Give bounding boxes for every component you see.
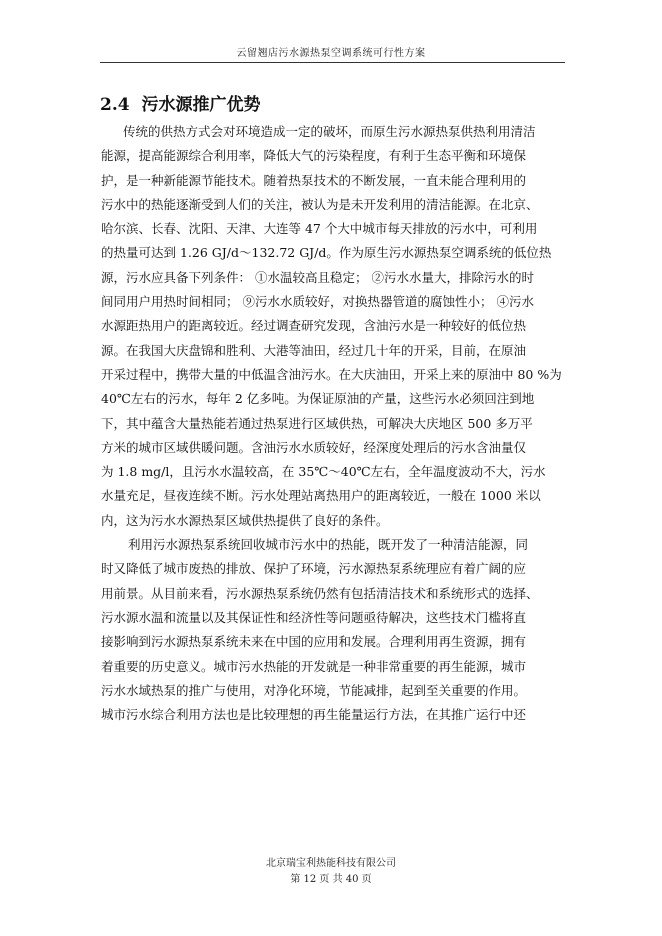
body-text (101, 120, 571, 727)
paragraph-1-line: 下，其中蕴含大量热能若通过热泵进行区域供热，可解决大庆地区 500 多万平 (101, 415, 533, 431)
paragraph-2-line: 污水水域热泵的推广与使用，对净化环境，节能减排，起到至关重要的作用。 (101, 682, 527, 698)
page-header: 云留翘店污水源热泵空调系统可行性方案 (236, 48, 426, 59)
paragraph-1-line: 40℃左右的污水，每年 2 亿多吨。为保证原油的产量，这些污水必须回注到地 (101, 391, 535, 407)
paragraph-1-line: 内，这为污水水源热泵区域供热提供了良好的条件。 (101, 512, 389, 528)
paragraph-1-line: 传统的供热方式会对环境造成一定的破坏，而原生污水源热泵供热利用清洁 (123, 124, 536, 139)
paragraph-1-line: 污水中的热能逐渐受到人们的关注，被认为是未开发利用的清洁能源。在北京、 (101, 196, 539, 212)
paragraph-1-line: 为 1.8 mg/l，且污水水温较高，在 35℃～40℃左右，全年温度波动不大，污水 (101, 464, 546, 480)
section-title (100, 90, 261, 115)
section-number: 2.4 (100, 95, 130, 115)
paragraph-1-line: 源。在我国大庆盘锦和胜利、大港等油田，经过几十年的开采，目前，在原油 (101, 342, 527, 358)
paragraph-1-line: 能源，提高能源综合利用率，降低大气的污染程度，有利于生态平衡和环境保 (101, 148, 527, 164)
footer-company: 北京瑞宝利热能科技有限公司 (266, 858, 396, 869)
paragraph-1-line: 间同用户用热时间相同； ⑨污水水质较好，对换热器管道的腐蚀性小； ④污水 (101, 294, 534, 310)
paragraph-2-line: 污水源水温和流量以及其保证性和经济性等问题亟待解决，这些技术门槛将直 (101, 609, 527, 625)
paragraph-2-line: 时又降低了城市废热的排放、保护了环境，污水源热泵系统理应有着广阔的应 (101, 561, 527, 577)
paragraph-1-line: 方米的城市区域供暖问题。含油污水水质较好，经深度处理后的污水含油量仅 (101, 439, 527, 455)
paragraph-2-line: 接影响到污水源热泵系统未来在中国的应用和发展。合理利用再生资源，拥有 (101, 634, 527, 650)
paragraph-1-line: 开采过程中，携带大量的中低温含油污水。在大庆油田，开采上来的原油中 80 %为 (101, 366, 562, 382)
paragraph-1-line: 哈尔滨、长春、沈阳、天津、大连等 47 个大中城市每天排放的污水中，可利用 (101, 221, 538, 237)
paragraph-1-line: 水源距热用户的距离较近。经过调查研究发现，含油污水是一种较好的低位热 (101, 318, 527, 334)
page-number: 第 12 页 共 40 页 (290, 874, 372, 885)
paragraph-1-line: 的热量可达到 1.26 GJ/d～132.72 GJ/d。作为原生污水源热泵空调系统的低位热 (101, 245, 552, 261)
paragraph-2-line: 着重要的历史意义。城市污水热能的开发就是一种非常重要的再生能源，城市 (101, 658, 527, 674)
paragraph-2-line: 利用污水源热泵系统回收城市污水中的热能，既开发了一种清洁能源，同 (128, 537, 529, 553)
paragraph-2-line: 城市污水综合利用方法也是比较理想的再生能量运行方法，在其推广运行中还 (101, 707, 527, 723)
header-divider (100, 62, 565, 63)
paragraph-1-line: 源，污水应具备下列条件： ①水温较高且稳定； ②污水水量大，排除污水的时 (101, 269, 534, 285)
paragraph-1-line: 水量充足，昼夜连续不断。污水处理站离热用户的距离较近，一般在 1000 米以 (101, 488, 541, 504)
paragraph-1-line: 护，是一种新能源节能技术。随着热泵技术的不断发展，一直未能合理利用的 (101, 172, 527, 188)
section-title-text: 污水源推广优势 (141, 95, 261, 115)
paragraph-2-line: 用前景。从目前来看，污水源热泵系统仍然有包括清洁技术和系统形式的选择、 (101, 585, 539, 601)
